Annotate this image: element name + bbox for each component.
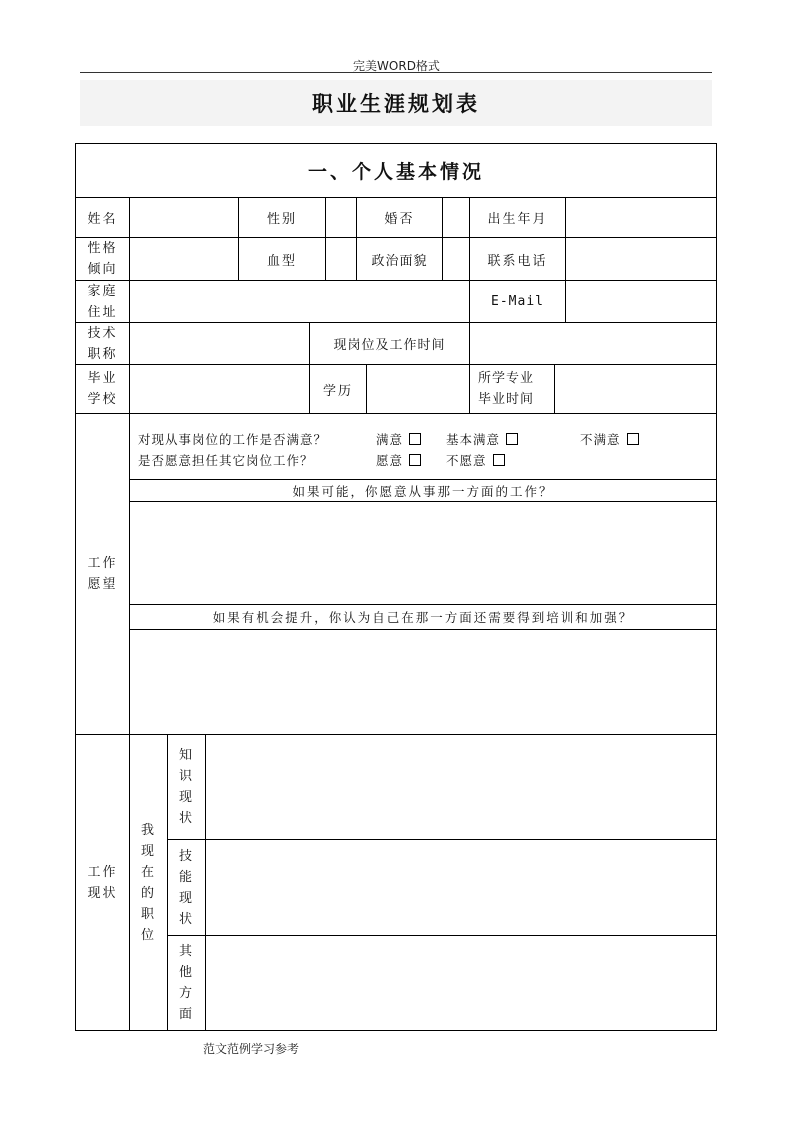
other-aspects-field[interactable] [206, 936, 716, 1030]
label-knowledge-char2: 识 [178, 769, 194, 784]
label-skill-char3: 现 [178, 890, 194, 906]
opt-basically-satisfied[interactable] [446, 430, 518, 448]
name-field[interactable] [130, 198, 239, 238]
checkbox-willing[interactable] [409, 454, 421, 466]
gender-field[interactable] [326, 198, 357, 238]
label-education: 学历 [310, 365, 367, 414]
label-knowledge-char3: 现 [178, 790, 194, 805]
label-phone: 联系电话 [470, 238, 566, 281]
label-personality-line1: 性格 [87, 241, 118, 256]
satisfaction-questions [130, 414, 716, 480]
label-my-position-char2: 现 [140, 843, 156, 859]
label-my-position-char4: 的 [140, 885, 156, 901]
section-heading-personal-info: 一、个人基本情况 [76, 144, 716, 198]
political-field[interactable] [443, 238, 470, 281]
education-field[interactable] [367, 365, 470, 414]
address-field[interactable] [130, 281, 470, 323]
label-political: 政治面貌 [357, 238, 443, 281]
label-other-char4: 面 [178, 1007, 194, 1022]
major-grad-field[interactable] [555, 365, 716, 414]
label-knowledge-char1: 知 [178, 748, 194, 763]
school-field[interactable] [130, 365, 310, 414]
label-other-char2: 他 [178, 965, 194, 980]
label-birth: 出生年月 [470, 198, 566, 238]
label-work-wish-line2: 愿望 [87, 577, 118, 592]
label-tech-title-line1: 技术 [87, 325, 118, 341]
label-work-status-line2: 现状 [87, 885, 118, 901]
page-header-text: 完美WORD格式 [353, 59, 440, 73]
header-divider [80, 72, 712, 73]
blood-field[interactable] [326, 238, 357, 281]
label-blood: 血型 [239, 238, 326, 281]
question-preferred-work: 如果可能，你愿意从事那一方面的工作？ [130, 480, 716, 502]
phone-field[interactable] [566, 238, 716, 281]
page-title: 职业生涯规划表 [80, 80, 712, 126]
personality-field[interactable] [130, 238, 239, 281]
skill-status-field[interactable] [206, 840, 716, 936]
opt-basically-satisfied-label: 基本满意 [446, 432, 501, 447]
tech-title-field[interactable] [130, 323, 310, 365]
career-plan-form [75, 143, 717, 1031]
checkbox-satisfied[interactable] [409, 433, 421, 445]
label-my-position [130, 735, 168, 1030]
label-address-line1: 家庭 [87, 283, 118, 299]
label-skill-char4: 状 [178, 911, 194, 927]
label-my-position-char1: 我 [140, 822, 156, 838]
label-work-wish [76, 414, 130, 735]
label-address [76, 281, 130, 323]
label-skill-status [168, 840, 206, 936]
birth-field[interactable] [566, 198, 716, 238]
opt-unsatisfied-label: 不满意 [580, 432, 621, 447]
label-knowledge-char4: 状 [178, 811, 194, 826]
label-my-position-char3: 在 [140, 864, 156, 880]
checkbox-unsatisfied[interactable] [627, 433, 639, 445]
label-personality-line2: 倾向 [87, 262, 118, 277]
label-school-line2: 学校 [87, 392, 118, 407]
label-gender: 性别 [239, 198, 326, 238]
position-time-field[interactable] [470, 323, 716, 365]
label-address-line2: 住址 [87, 304, 118, 320]
label-email: E-Mail [470, 281, 566, 323]
training-needs-answer[interactable] [130, 630, 716, 735]
opt-willing[interactable] [376, 451, 421, 469]
label-work-status [76, 735, 130, 1030]
label-personality [76, 238, 130, 281]
label-other-char3: 方 [178, 986, 194, 1001]
label-tech-title-line2: 职称 [87, 346, 118, 362]
opt-unwilling[interactable] [446, 451, 505, 469]
label-my-position-char6: 位 [140, 927, 156, 943]
marital-field[interactable] [443, 198, 470, 238]
label-position-time: 现岗位及工作时间 [310, 323, 470, 365]
opt-unwilling-label: 不愿意 [446, 453, 487, 468]
label-name: 姓名 [76, 198, 130, 238]
label-major-grad [470, 365, 555, 414]
opt-satisfied[interactable] [376, 430, 421, 448]
label-major: 所学专业 [478, 371, 535, 386]
knowledge-status-field[interactable] [206, 735, 716, 840]
opt-satisfied-label: 满意 [376, 432, 404, 447]
opt-unsatisfied[interactable] [580, 430, 639, 448]
page-footer-text: 范文范例学习参考 [203, 1042, 300, 1056]
label-skill-char2: 能 [178, 869, 194, 885]
checkbox-basically-satisfied[interactable] [506, 433, 518, 445]
label-other-char1: 其 [178, 944, 194, 959]
question-training-needs: 如果有机会提升，你认为自己在那一方面还需要得到培训和加强？ [130, 605, 716, 630]
preferred-work-answer[interactable] [130, 502, 716, 605]
label-skill-char1: 技 [178, 848, 194, 864]
label-grad-time: 毕业时间 [478, 392, 535, 407]
email-field[interactable] [566, 281, 716, 323]
label-tech-title [76, 323, 130, 365]
label-my-position-char5: 职 [140, 906, 156, 922]
checkbox-unwilling[interactable] [493, 454, 505, 466]
opt-willing-label: 愿意 [376, 453, 404, 468]
q-satisfied-text: 对现从事岗位的工作是否满意？ [138, 432, 328, 447]
label-knowledge-status [168, 735, 206, 840]
label-school-line1: 毕业 [87, 371, 118, 386]
label-work-wish-line1: 工作 [87, 556, 118, 571]
label-marital: 婚否 [357, 198, 443, 238]
label-other-aspects [168, 936, 206, 1030]
label-work-status-line1: 工作 [87, 864, 118, 880]
label-school [76, 365, 130, 414]
q-willing-text: 是否愿意担任其它岗位工作？ [138, 453, 314, 468]
